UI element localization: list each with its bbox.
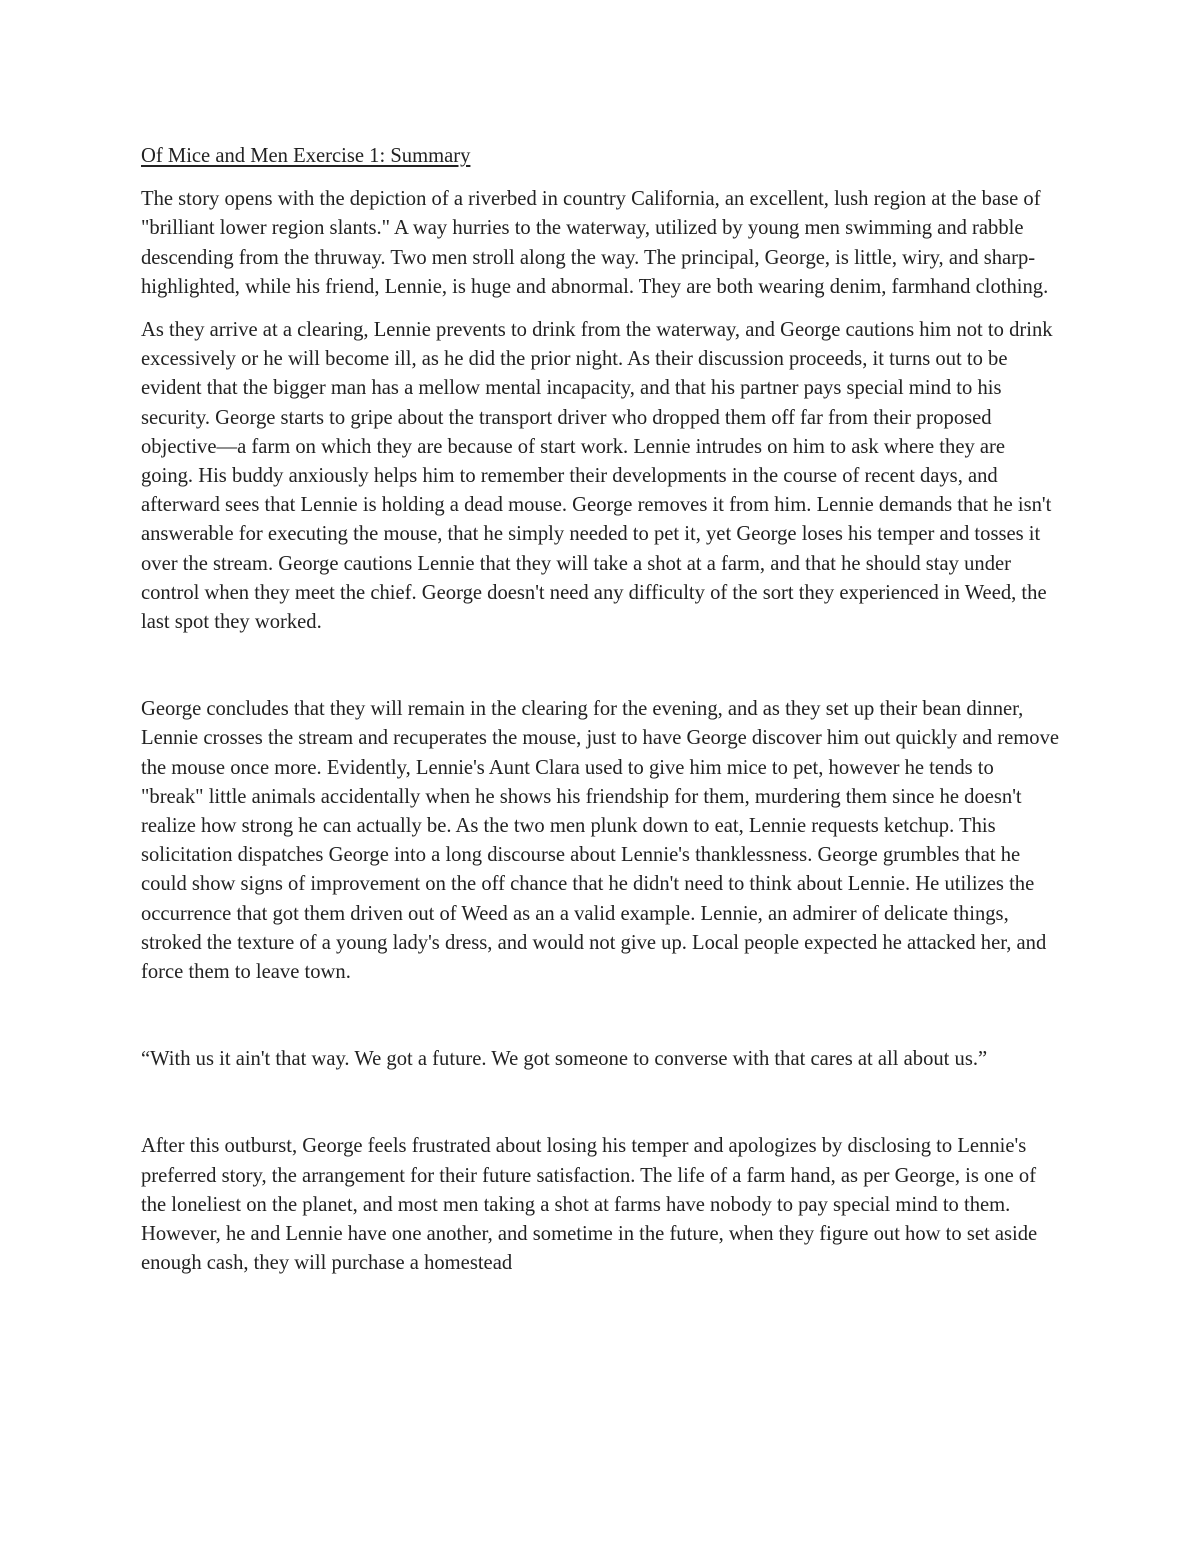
- paragraph-2: As they arrive at a clearing, Lennie prevents to drink from the waterway, and George cautions him not to drink excessively or he will become ill, as he did the prior night. As their discussion proceeds, it turns out to be evident that the bigger man has a mellow mental incapacity, and that his partner pays special mind to his security. George starts to gripe about the transport driver who dropped them off far from their proposed objective—a farm on which they are because of start work. Lennie intrudes on him to ask where they are going. His buddy anxiously helps him to remember their developments in the course of recent days, and afterward sees that Lennie is holding a dead mouse. George removes it from him. Lennie demands that he isn't answerable for executing the mouse, that he simply needed to pet it, yet George loses his temper and tosses it over the stream. George cautions Lennie that they will take a shot at a farm, and that he should stay under control when they meet the chief. George doesn't need any difficulty of the sort they experienced in Weed, the last spot they worked.: [141, 319, 1053, 634]
- document-body: [141, 142, 1061, 1293]
- blank-line: [141, 1001, 1061, 1045]
- document-title: Of Mice and Men Exercise 1: Summary: [141, 145, 471, 167]
- paragraph-3: George concludes that they will remain in the clearing for the evening, and as they set up their bean dinner, Lennie crosses the stream and recuperates the mouse, just to have George discover him out quickly and remove the mouse once more. Evidently, Lennie's Aunt Clara used to give him mice to pet, however he tends to "break" little animals accidentally when he shows his friendship for them, murdering them since he doesn't realize how strong he can actually be. As the two men plunk down to eat, Lennie requests ketchup. This solicitation dispatches George into a long discourse about Lennie's thanklessness. George grumbles that he could show signs of improvement on the off chance that he didn't need to think about Lennie. He utilizes the occurrence that got them driven out of Weed as an a valid example. Lennie, an admirer of delicate things, stroked the texture of a young lady's dress, and would not give up. Local people expected he attacked her, and force them to leave town.: [141, 698, 1060, 984]
- blank-line: [141, 1088, 1061, 1132]
- paragraph-4: After this outburst, George feels frustrated about losing his temper and apologizes by disclosing to Lennie's preferred story, the arrangement for their future satisfaction. The life of a farm hand, as per George, is one of the loneliest on the planet, and most men taking a shot at farms have nobody to pay special mind to them. However, he and Lennie have one another, and sometime in the future, when they figure out how to set aside enough cash, they will purchase a homestead: [141, 1135, 1038, 1275]
- blank-line: [141, 651, 1061, 695]
- quote-paragraph: “With us it ain't that way. We got a future. We got someone to converse with that cares at all about us.”: [141, 1048, 988, 1071]
- paragraph-1: The story opens with the depiction of a riverbed in country California, an excellent, lush region at the base of "brilliant lower region slants." A way hurries to the waterway, utilized by young men swimming and rabble descending from the thruway. Two men stroll along the way. The principal, George, is little, wiry, and sharp-highlighted, while his friend, Lennie, is huge and abnormal. They are both wearing denim, farmhand clothing.: [141, 188, 1049, 298]
